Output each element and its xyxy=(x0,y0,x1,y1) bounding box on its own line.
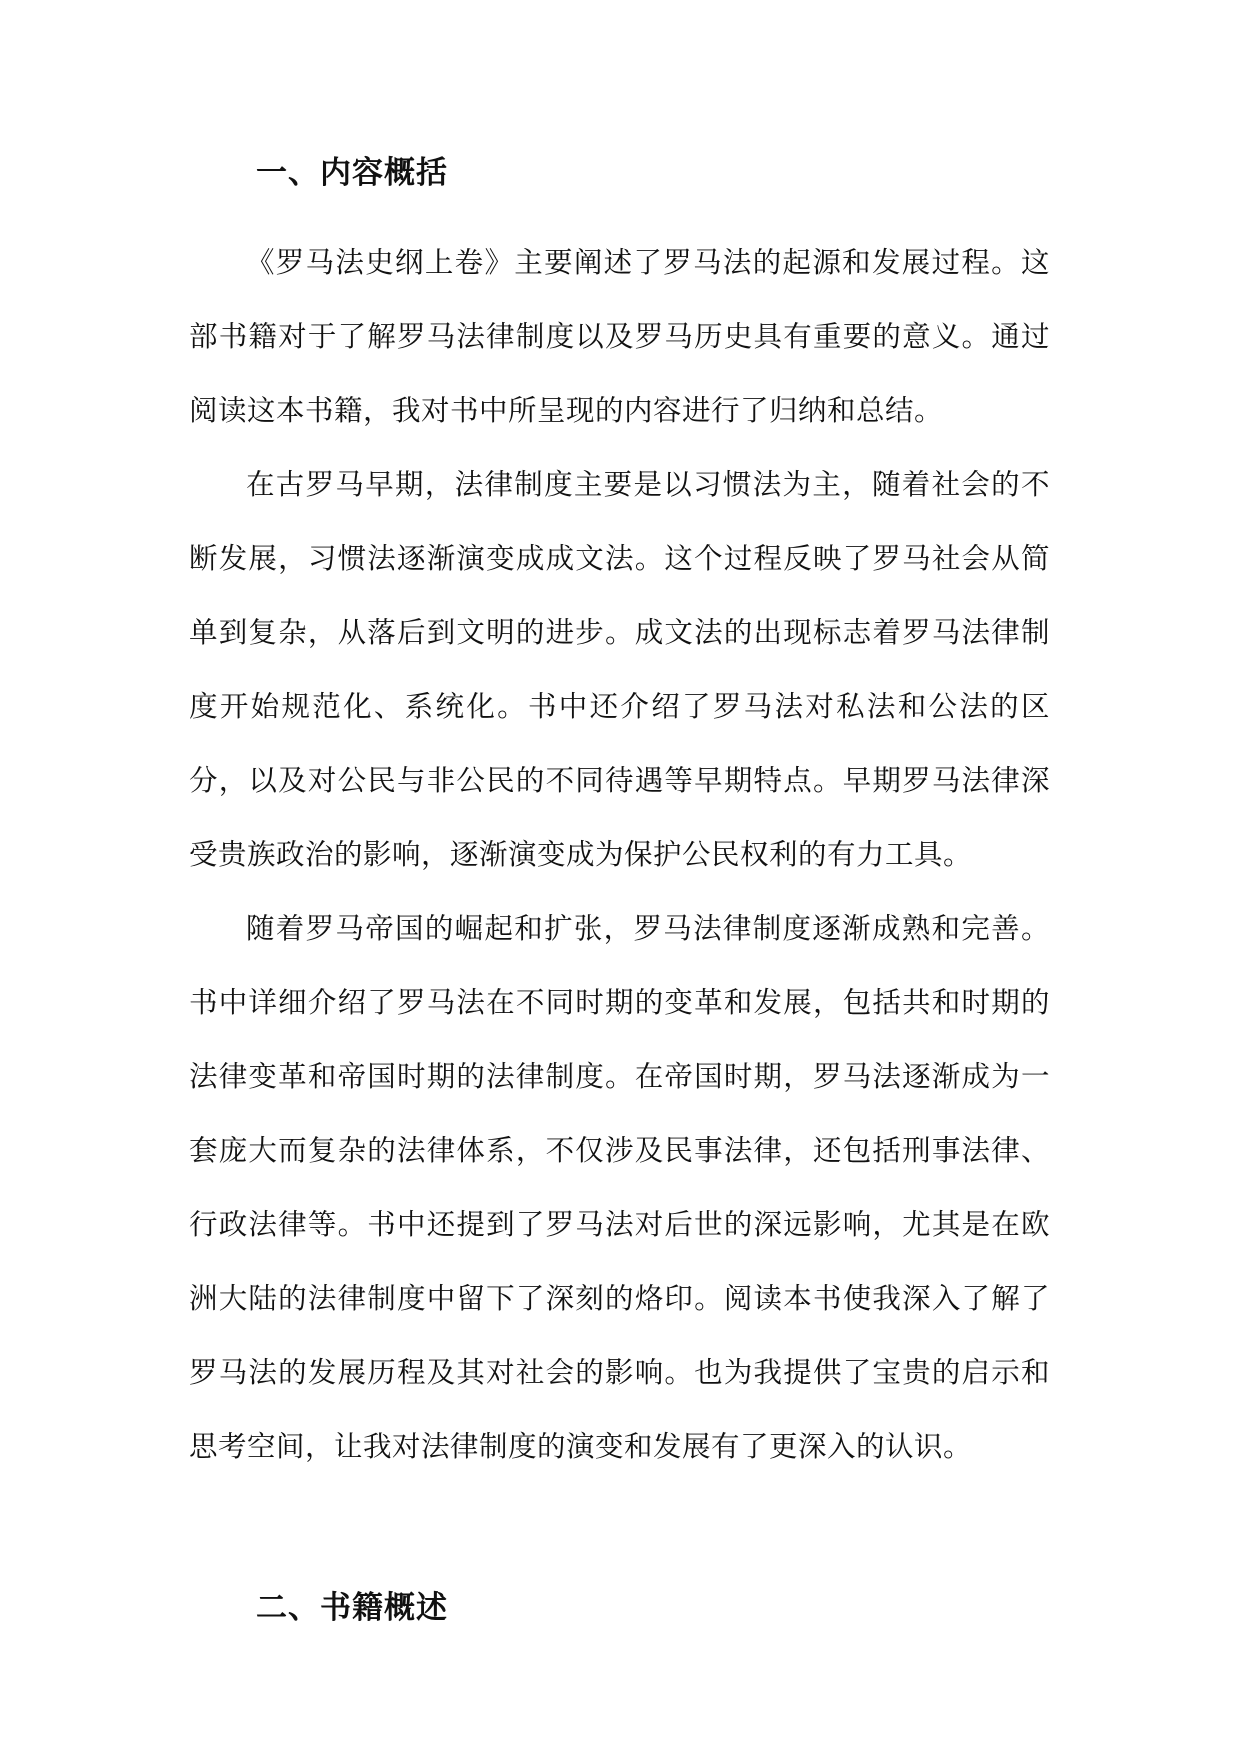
section-heading-content-summary: 一、内容概括 xyxy=(256,155,448,191)
paragraph-early-rome: 在古罗马早期，法律制度主要是以习惯法为主，随着社会的不断发展，习惯法逐渐演变成成文法。这个过程反映了罗马社会从简单到复杂，从落后到文明的进步。成文法的出现标志着罗马法律制度开始规范化、系统化。书中还介绍了罗马法对私法和公法的区分，以及对公民与非公民的不同待遇等早期特点。早期罗马法律深受贵族政治的影响，逐渐演变成为保护公民权利的有力工具。 xyxy=(189,468,1050,871)
paragraph-intro: 《罗马法史纲上卷》主要阐述了罗马法的起源和发展过程。这部书籍对于了解罗马法律制度以及罗马历史具有重要的意义。通过阅读这本书籍，我对书中所呈现的内容进行了归纳和总结。 xyxy=(189,246,1050,427)
section-body-content-summary xyxy=(189,226,1050,1484)
section-heading-book-overview: 二、书籍概述 xyxy=(256,1590,448,1626)
paragraph-empire-period: 随着罗马帝国的崛起和扩张，罗马法律制度逐渐成熟和完善。书中详细介绍了罗马法在不同时期的变革和发展，包括共和时期的法律变革和帝国时期的法律制度。在帝国时期，罗马法逐渐成为一套庞大而复杂的法律体系，不仅涉及民事法律，还包括刑事法律、行政法律等。书中还提到了罗马法对后世的深远影响，尤其是在欧洲大陆的法律制度中留下了深刻的烙印。阅读本书使我深入了解了罗马法的发展历程及其对社会的影响。也为我提供了宝贵的启示和思考空间，让我对法律制度的演变和发展有了更深入的认识。 xyxy=(189,912,1050,1463)
